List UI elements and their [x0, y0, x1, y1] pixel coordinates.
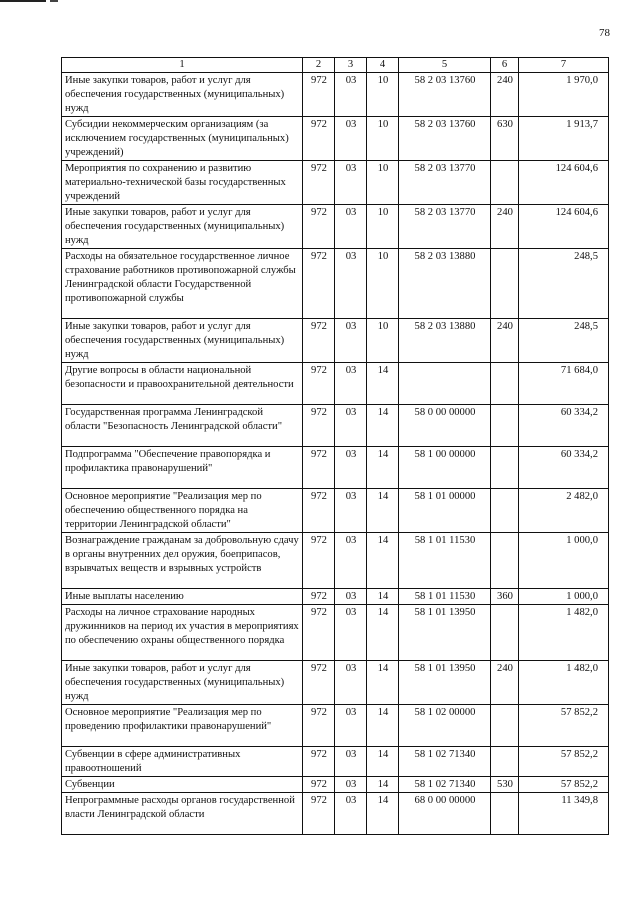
grbs-code: 972: [303, 605, 335, 661]
amount: 1 000,0: [519, 589, 609, 605]
row-name: Иные закупки товаров, работ и услуг для обеспечения государственных (муниципальных) нужд: [62, 661, 303, 705]
subsection-code: 14: [367, 777, 399, 793]
amount: 1 913,7: [519, 117, 609, 161]
amount: 2 482,0: [519, 489, 609, 533]
grbs-code: 972: [303, 205, 335, 249]
grbs-code: 972: [303, 117, 335, 161]
section-code: 03: [335, 447, 367, 489]
subsection-code: 10: [367, 73, 399, 117]
expense-type-code: 530: [491, 777, 519, 793]
target-article-code: 58 1 01 13950: [399, 661, 491, 705]
row-name: Другие вопросы в области национальной безопасности и правоохранительной деятельности: [62, 363, 303, 405]
amount: 1 482,0: [519, 661, 609, 705]
target-article-code: 58 1 00 00000: [399, 447, 491, 489]
budget-table: [61, 57, 609, 835]
section-code: 03: [335, 777, 367, 793]
table-row: [62, 777, 609, 793]
row-name: Иные закупки товаров, работ и услуг для обеспечения государственных (муниципальных) нужд: [62, 73, 303, 117]
subsection-code: 14: [367, 589, 399, 605]
grbs-code: 972: [303, 319, 335, 363]
subsection-code: 14: [367, 533, 399, 589]
table-row: [62, 161, 609, 205]
expense-type-code: [491, 747, 519, 777]
row-name: Расходы на обязательное государственное личное страхование работников противопожарной службы Ленинградской области Государственной противопожарной службы: [62, 249, 303, 319]
expense-type-code: 240: [491, 205, 519, 249]
table-row: [62, 533, 609, 589]
expense-type-code: [491, 363, 519, 405]
column-header: 5: [399, 58, 491, 73]
amount: 11 349,8: [519, 793, 609, 835]
target-article-code: 58 1 01 00000: [399, 489, 491, 533]
column-header: 7: [519, 58, 609, 73]
subsection-code: 10: [367, 161, 399, 205]
row-name: Основное мероприятие "Реализация мер по обеспечению общественного порядка на территории Ленинградской области": [62, 489, 303, 533]
subsection-code: 14: [367, 793, 399, 835]
section-code: 03: [335, 73, 367, 117]
expense-type-code: 630: [491, 117, 519, 161]
amount: 1 970,0: [519, 73, 609, 117]
amount: 60 334,2: [519, 405, 609, 447]
column-header: 3: [335, 58, 367, 73]
target-article-code: 58 1 02 00000: [399, 705, 491, 747]
expense-type-code: 360: [491, 589, 519, 605]
subsection-code: 14: [367, 661, 399, 705]
table-row: [62, 747, 609, 777]
grbs-code: 972: [303, 489, 335, 533]
column-header: 1: [62, 58, 303, 73]
target-article-code: 58 2 03 13880: [399, 319, 491, 363]
expense-type-code: [491, 161, 519, 205]
amount: 1 482,0: [519, 605, 609, 661]
table-row: [62, 705, 609, 747]
row-name: Субвенции в сфере административных правоотношений: [62, 747, 303, 777]
expense-type-code: 240: [491, 661, 519, 705]
target-article-code: 58 1 01 11530: [399, 589, 491, 605]
section-code: 03: [335, 747, 367, 777]
row-name: Расходы на личное страхование народных дружинников на период их участия в мероприятиях по обеспечению охраны общественного порядка: [62, 605, 303, 661]
amount: 248,5: [519, 319, 609, 363]
row-name: Субвенции: [62, 777, 303, 793]
table-row: [62, 489, 609, 533]
amount: 57 852,2: [519, 747, 609, 777]
table-row: [62, 661, 609, 705]
expense-type-code: [491, 705, 519, 747]
row-name: Непрограммные расходы органов государственной власти Ленинградской области: [62, 793, 303, 835]
row-name: Основное мероприятие "Реализация мер по проведению профилактики правонарушений": [62, 705, 303, 747]
section-code: 03: [335, 661, 367, 705]
target-article-code: 68 0 00 00000: [399, 793, 491, 835]
target-article-code: 58 1 02 71340: [399, 777, 491, 793]
table-row: [62, 605, 609, 661]
target-article-code: 58 2 03 13770: [399, 205, 491, 249]
target-article-code: 58 1 01 13950: [399, 605, 491, 661]
scan-edge-mark: [50, 0, 58, 2]
subsection-code: 14: [367, 705, 399, 747]
expense-type-code: [491, 793, 519, 835]
section-code: 03: [335, 489, 367, 533]
row-name: Субсидии некоммерческим организациям (за исключением государственных (муниципальных) учреждений): [62, 117, 303, 161]
expense-type-code: [491, 489, 519, 533]
row-name: Вознаграждение гражданам за добровольную сдачу в органы внутренних дел оружия, боеприпасов, взрывчатых веществ и взрывных устройств: [62, 533, 303, 589]
expense-type-code: 240: [491, 319, 519, 363]
amount: 124 604,6: [519, 161, 609, 205]
amount: 60 334,2: [519, 447, 609, 489]
grbs-code: 972: [303, 661, 335, 705]
target-article-code: 58 0 00 00000: [399, 405, 491, 447]
expense-type-code: [491, 605, 519, 661]
subsection-code: 14: [367, 363, 399, 405]
table-row: [62, 319, 609, 363]
section-code: 03: [335, 793, 367, 835]
section-code: 03: [335, 161, 367, 205]
target-article-code: 58 2 03 13760: [399, 73, 491, 117]
section-code: 03: [335, 117, 367, 161]
table-row: [62, 405, 609, 447]
table-row: [62, 205, 609, 249]
grbs-code: 972: [303, 793, 335, 835]
expense-type-code: [491, 249, 519, 319]
section-code: 03: [335, 363, 367, 405]
amount: 248,5: [519, 249, 609, 319]
table-row: [62, 793, 609, 835]
target-article-code: 58 2 03 13880: [399, 249, 491, 319]
amount: 57 852,2: [519, 777, 609, 793]
target-article-code: [399, 363, 491, 405]
expense-type-code: [491, 405, 519, 447]
grbs-code: 972: [303, 73, 335, 117]
grbs-code: 972: [303, 589, 335, 605]
section-code: 03: [335, 589, 367, 605]
grbs-code: 972: [303, 161, 335, 205]
target-article-code: 58 1 02 71340: [399, 747, 491, 777]
row-name: Подпрограмма "Обеспечение правопорядка и профилактика правонарушений": [62, 447, 303, 489]
subsection-code: 10: [367, 205, 399, 249]
row-name: Государственная программа Ленинградской области "Безопасность Ленинградской области": [62, 405, 303, 447]
scan-edge-mark: [0, 0, 46, 2]
subsection-code: 14: [367, 747, 399, 777]
grbs-code: 972: [303, 447, 335, 489]
section-code: 03: [335, 705, 367, 747]
column-header: 6: [491, 58, 519, 73]
table-row: [62, 73, 609, 117]
subsection-code: 10: [367, 319, 399, 363]
expense-type-code: [491, 447, 519, 489]
section-code: 03: [335, 249, 367, 319]
table-row: [62, 363, 609, 405]
amount: 71 684,0: [519, 363, 609, 405]
row-name: Мероприятия по сохранению и развитию материально-технической базы государственных учреждений: [62, 161, 303, 205]
subsection-code: 14: [367, 447, 399, 489]
grbs-code: 972: [303, 747, 335, 777]
column-header: 4: [367, 58, 399, 73]
row-name: Иные выплаты населению: [62, 589, 303, 605]
target-article-code: 58 2 03 13760: [399, 117, 491, 161]
grbs-code: 972: [303, 705, 335, 747]
section-code: 03: [335, 605, 367, 661]
table-row: [62, 447, 609, 489]
grbs-code: 972: [303, 249, 335, 319]
subsection-code: 14: [367, 605, 399, 661]
row-name: Иные закупки товаров, работ и услуг для обеспечения государственных (муниципальных) нужд: [62, 319, 303, 363]
subsection-code: 14: [367, 405, 399, 447]
section-code: 03: [335, 319, 367, 363]
grbs-code: 972: [303, 777, 335, 793]
page-number: 78: [599, 27, 610, 39]
column-header: 2: [303, 58, 335, 73]
subsection-code: 10: [367, 249, 399, 319]
table-row: [62, 117, 609, 161]
header-row: [62, 58, 609, 73]
section-code: 03: [335, 533, 367, 589]
amount: 57 852,2: [519, 705, 609, 747]
table-row: [62, 249, 609, 319]
row-name: Иные закупки товаров, работ и услуг для обеспечения государственных (муниципальных) нужд: [62, 205, 303, 249]
expense-type-code: 240: [491, 73, 519, 117]
subsection-code: 10: [367, 117, 399, 161]
amount: 1 000,0: [519, 533, 609, 589]
grbs-code: 972: [303, 533, 335, 589]
subsection-code: 14: [367, 489, 399, 533]
target-article-code: 58 1 01 11530: [399, 533, 491, 589]
amount: 124 604,6: [519, 205, 609, 249]
target-article-code: 58 2 03 13770: [399, 161, 491, 205]
section-code: 03: [335, 405, 367, 447]
expense-type-code: [491, 533, 519, 589]
table-row: [62, 589, 609, 605]
grbs-code: 972: [303, 405, 335, 447]
grbs-code: 972: [303, 363, 335, 405]
section-code: 03: [335, 205, 367, 249]
